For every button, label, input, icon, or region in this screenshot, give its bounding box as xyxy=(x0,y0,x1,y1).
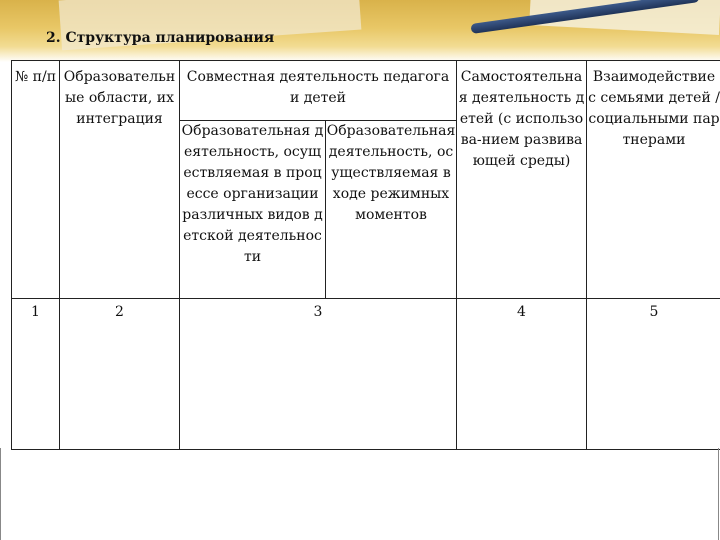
column-number-1: 1 xyxy=(12,299,60,450)
column-number-2: 2 xyxy=(60,299,180,450)
planning-table xyxy=(11,60,720,450)
header-families: Взаимодействие с семьями детей / социальными партнерами xyxy=(587,61,720,299)
header-independent: Самостоятельная деятельность детей (с использова-нием развивающей среды) xyxy=(457,61,587,299)
column-number-3: 3 xyxy=(180,299,457,450)
header-num: № п/п xyxy=(12,61,60,299)
header-joint: Совместная деятельность педагога и детей xyxy=(180,61,457,121)
column-number-4: 4 xyxy=(457,299,587,450)
slide-frame xyxy=(0,448,719,540)
column-number-5: 5 xyxy=(587,299,720,450)
header-joint-sub-2: Образовательная деятельность, осуществляемая в ходе режимных моментов xyxy=(326,121,457,299)
header-areas: Образовательные области, их интеграция xyxy=(60,61,180,299)
slide-title: 2. Структура планирования xyxy=(46,30,275,46)
header-joint-sub-1: Образовательная деятельность, осуществляемая в процессе организации различных видов детской деятельности xyxy=(180,121,326,299)
